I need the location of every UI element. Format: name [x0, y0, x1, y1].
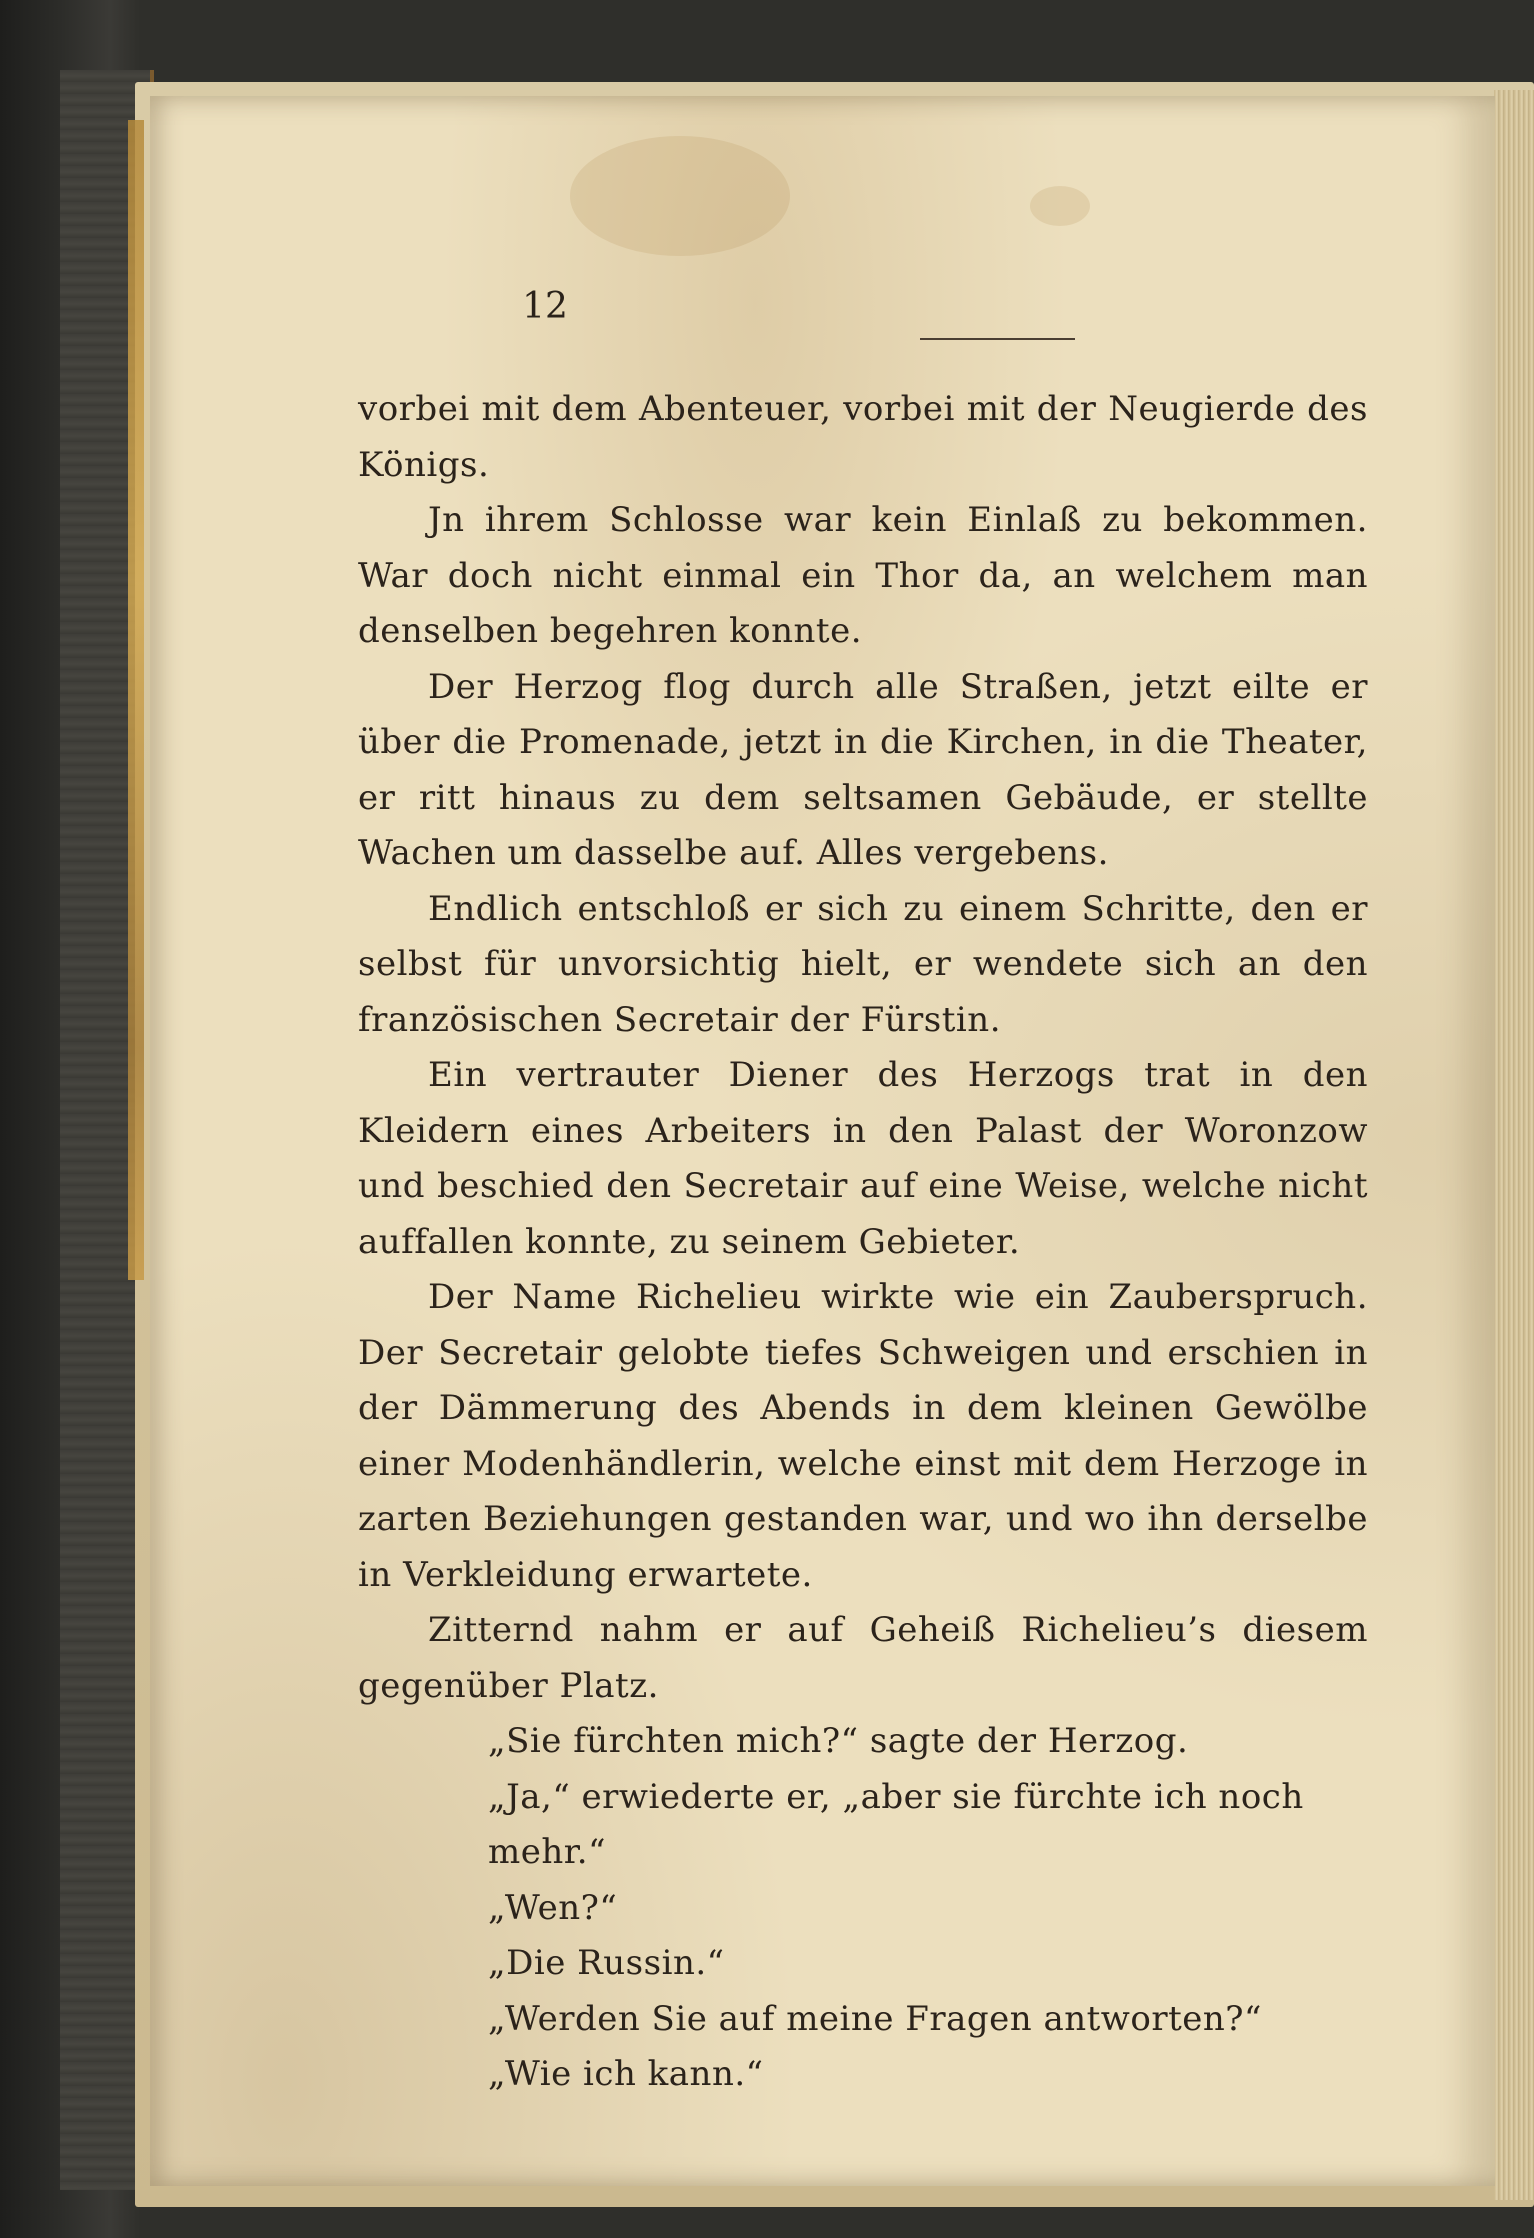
dialogue-line: „Die Russin.“ — [488, 1943, 725, 1983]
paragraph: Zitternd nahm er auf Geheiß Richelieu’s diesem gegenüber Platz. — [358, 1610, 1368, 1706]
paragraph: Der Herzog flog durch alle Straßen, jetzt eilte er über die Promenade, jetzt in die Kirchen, in die Theater, er ritt hinaus zu dem seltsamen Gebäude, er stellte Wachen um dasselbe auf. Alles vergebens. — [358, 666, 1368, 873]
paper-stain — [1030, 186, 1090, 226]
header-rule — [920, 338, 1075, 340]
dialogue-line: „Wie ich kann.“ — [488, 2054, 764, 2094]
paragraph: Ein vertrauter Diener des Herzogs trat in den Kleidern eines Arbeiters in den Palast der Woronzow und beschied den Secretair auf eine Weise, welche nicht auffallen konnte, zu seinem Gebieter. — [358, 1055, 1368, 1262]
paragraph: Jn ihrem Schlosse war kein Einlaß zu bekommen. War doch nicht einmal ein Thor da, an welchem man denselben begehren konnte. — [358, 500, 1368, 651]
body-text — [358, 382, 1368, 2103]
dialogue-line: „Ja,“ erwiederte er, „aber sie fürchte ich noch mehr.“ — [488, 1776, 1304, 1872]
dialogue-line: „Wen?“ — [488, 1887, 618, 1928]
paragraph: Der Name Richelieu wirkte wie ein Zauberspruch. Der Secretair gelobte tiefes Schweigen und erschien in der Dämmerung des Abends in dem kleinen Gewölbe einer Modenhändlerin, welche einst mit dem Herzoge in zarten Beziehungen gestanden war, und wo ihn derselbe in Verkleidung erwartete. — [358, 1277, 1368, 1595]
page-edges-right — [1494, 90, 1534, 2200]
dialogue-line: „Sie fürchten mich?“ sagte der Herzog. — [488, 1721, 1189, 1761]
dialogue-line: „Werden Sie auf meine Fragen antworten?“ — [488, 1998, 1262, 2039]
paragraph: Endlich entschloß er sich zu einem Schritte, den er selbst für unvorsichtig hielt, er wendete sich an den französischen Secretair der Fürstin. — [358, 888, 1368, 1040]
paragraph: vorbei mit dem Abenteuer, vorbei mit der Neugierde des Königs. — [358, 389, 1368, 485]
page-number: 12 — [522, 286, 568, 327]
paper-stain — [570, 136, 790, 256]
